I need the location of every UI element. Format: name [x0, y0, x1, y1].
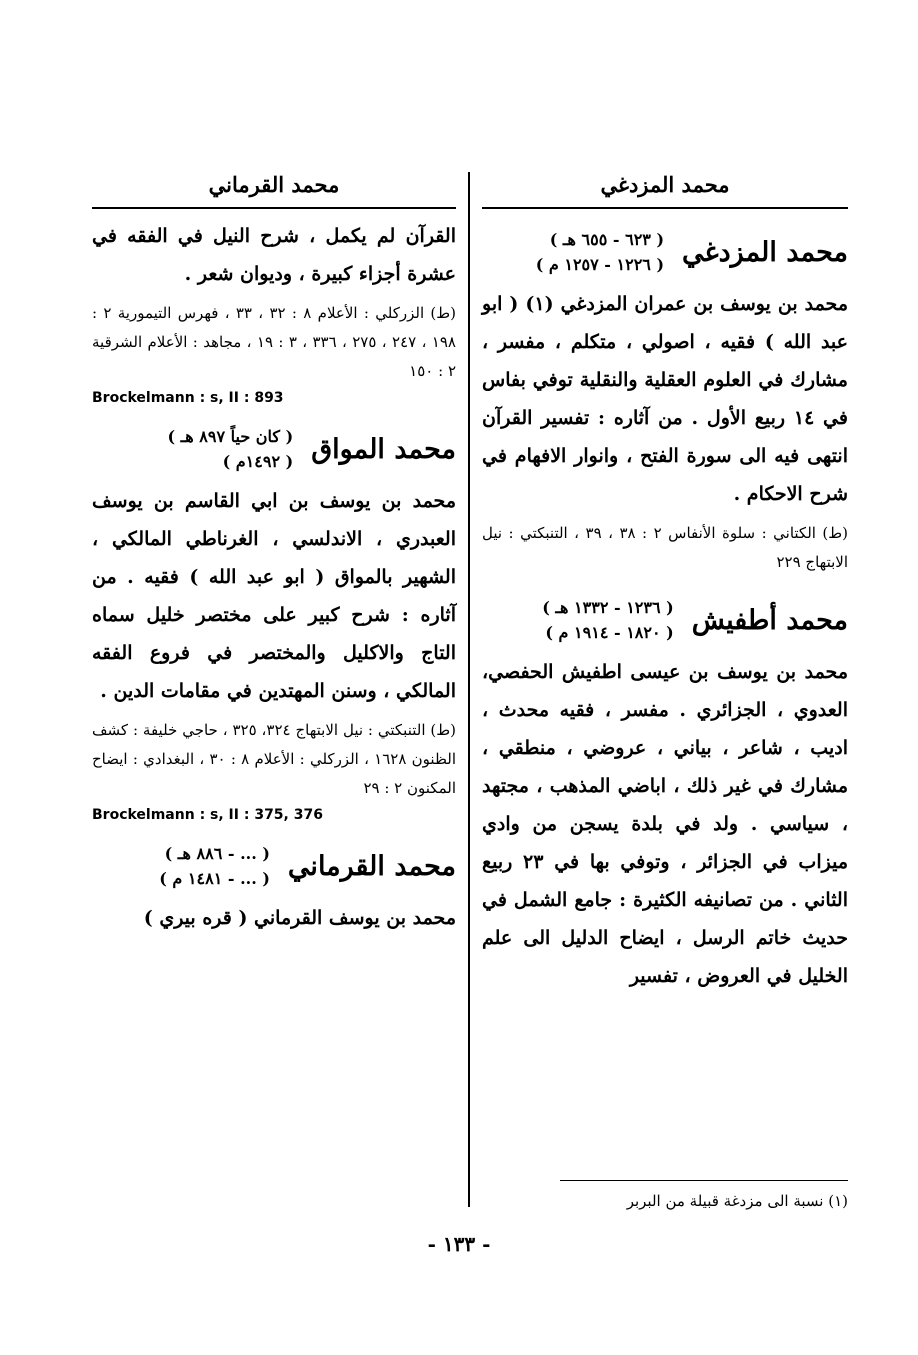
entry-body: محمد بن يوسف القرماني ( قره بيري )	[143, 907, 456, 929]
head-rule-left	[92, 207, 456, 209]
column-divider	[468, 172, 470, 1207]
entry-continuation	[92, 217, 456, 406]
dates-hijri: ( كان حياً ٨٩٧ هـ )	[167, 427, 294, 446]
entry-mazdaghi	[482, 227, 848, 577]
dates-hijri: ( ١٢٣٦ - ١٣٣٢ هـ )	[542, 598, 674, 617]
entry-name: محمد المواق	[311, 433, 456, 465]
entry-header	[92, 424, 456, 474]
entry-body: محمد بن يوسف بن ابي القاسم بن يوسف العبدري ، الاندلسي ، الغرناطي المالكي ، الشهير بالمواق ( ابو عبد الله ) فقيه . من آثاره : شرح كبير على مختصر خليل سماه التاج والاكليل والمختصر في فروع الفقه المالكي ، وسنن المهتدين في مقامات الدين .	[92, 490, 456, 702]
entry-sources: (ط) التنبكتي : نيل الابتهاج ٣٢٤، ٣٢٥ ، حاجي خليفة : كشف الظنون ١٦٢٨ ، الزركلي : الأعلام ٨ : ٣٠ ، البغدادي : ايضاح المكنون ٢ : ٢٩	[92, 721, 456, 797]
entry-header	[482, 227, 848, 277]
entry-name: محمد القرماني	[287, 850, 456, 882]
dates-ad: ( ١٨٢٠ - ١٩١٤ م )	[545, 623, 674, 642]
left-column	[92, 165, 456, 937]
dates-ad: ( ١٤٩٢م )	[222, 452, 294, 471]
running-head-right: محمد المزدغي	[600, 172, 730, 197]
dates-hijri: ( ٦٢٣ - ٦٥٥ هـ )	[549, 230, 665, 249]
entry-body: محمد بن يوسف بن عمران المزدغي (١) ( ابو عبد الله ) فقيه ، اصولي ، متكلم ، مفسر ، مشارك في العلوم العقلية والنقلية توفي بفاس في ١٤ ربيع الأول . من آثاره : تفسير القرآن انتهى فيه الى سورة الفتح ، وانوار الافهام في شرح الاحكام .	[482, 293, 849, 505]
entry-dates	[167, 424, 293, 474]
entry-name: محمد المزدغي	[682, 236, 848, 268]
entry-dates	[542, 595, 674, 645]
entry-latin-ref: Brockelmann : s, II : 375, 376	[92, 807, 323, 823]
continuation-latin-ref: Brockelmann : s, II : 893	[92, 390, 284, 406]
entry-qaramani	[92, 841, 456, 937]
footnote: (١) نسبة الى مزدغة قبيلة من البربر	[626, 1192, 848, 1210]
dates-ad: ( ... - ١٤٨١ م )	[159, 869, 270, 888]
entry-name: محمد أطفيش	[691, 604, 848, 636]
footnote-rule	[560, 1180, 848, 1181]
entry-body: محمد بن يوسف بن عيسى اطفيش الحفصي، العدوي ، الجزائري . مفسر ، فقيه محدث ، اديب ، شاعر ، بياني ، عروضي ، منطقي ، مشارك في غير ذلك ، اباضي المذهب ، مجتهد ، سياسي . ولد في بلدة يسجن من وادي ميزاب في الجزائر ، وتوفي بها في ٢٣ ربيع الثاني . من تصانيفه الكثيرة : جامع الشمل في حديث خاتم الرسل ، ايضاح الدليل الى علم الخليل في العروض ، تفسير	[482, 661, 848, 987]
continuation-body: القرآن لم يكمل ، شرح النيل في الفقه في عشرة أجزاء كبيرة ، وديوان شعر .	[92, 225, 456, 285]
entry-mawwaq	[92, 424, 456, 823]
right-column	[482, 165, 848, 995]
page-number: - ١٣٣ -	[427, 1232, 491, 1256]
dates-hijri: ( ... - ٨٨٦ هـ )	[164, 844, 270, 863]
entry-header	[92, 841, 456, 891]
entry-dates	[536, 227, 664, 277]
entry-header	[482, 595, 848, 645]
continuation-sources: (ط) الزركلي : الأعلام ٨ : ٣٢ ، ٣٣ ، فهرس التيمورية ٢ : ١٩٨ ، ٢٤٧ ، ٢٧٥ ، ٣٣٦ ، ٣ : ١٩ ، مجاهد : الأعلام الشرقية ٢ : ١٥٠	[92, 304, 456, 380]
entry-dates	[159, 841, 270, 891]
entry-sources: (ط) الكتاني : سلوة الأنفاس ٢ : ٣٨ ، ٣٩ ، التنبكتي : نيل الابتهاج ٢٢٩	[482, 524, 848, 571]
entry-atfayyish	[482, 595, 848, 995]
dates-ad: ( ١٢٢٦ - ١٢٥٧ م )	[535, 255, 665, 274]
head-rule-right	[482, 207, 848, 209]
running-head-left: محمد القرماني	[208, 172, 340, 197]
